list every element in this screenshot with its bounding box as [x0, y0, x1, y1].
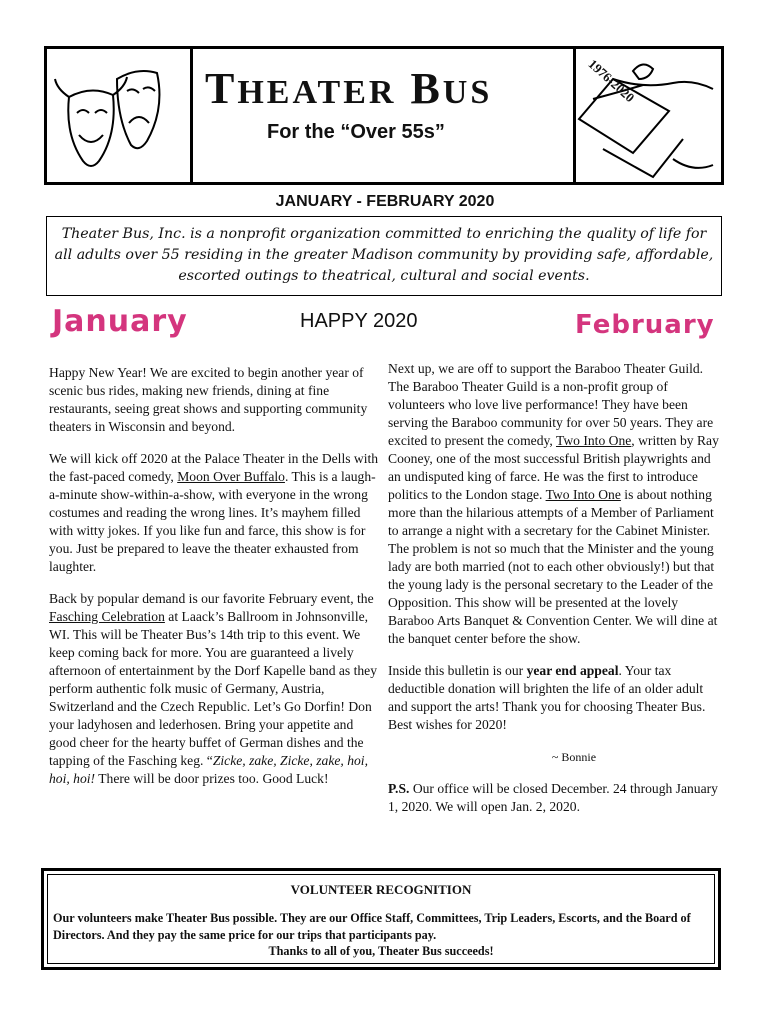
signature: ~ Bonnie	[551, 750, 597, 764]
masthead-right-panel	[573, 49, 721, 182]
volunteer-body: Our volunteers make Theater Bus possible. They are our Office Staff, Committees, Trip Leaders, Escorts, and the Board of Directors. And they pay the same price for our trips that participants pay.	[53, 911, 691, 942]
show-title: Two Into One	[545, 487, 621, 502]
baraboo-paragraph: Next up, we are off to support the Baraboo Theater Guild. The Baraboo Theater Guild is a non-profit group of volunteers who love live performance! They have been serving the Baraboo community for over 50 years. They are excited to present the comedy, Two Into One, written by Ray Cooney, one of the most successful British playwrights and an undisputed king of farce. He was the first to introduce politics to the London stage. Two Into One is about nothing more than the hilarious attempts of a Member of Parliament to arrange a night with a secretary for the Cabinet Minister. The problem is not so much that the Minister and the young lady are both married (not to each other obviously!) but that the young lady is the personal secretary to the Leader of the Opposition. This show will be presented at the lovely Baraboo Arts Banquet & Convention Center. We will dine at the banquet center before the show.	[388, 361, 719, 646]
right-column	[388, 360, 720, 830]
left-column	[49, 364, 383, 802]
fasching-paragraph: Back by popular demand is our favorite February event, the Fasching Celebration at Laack’s Ballroom in Johnsonville, WI. This will be Theater Bus’s 14th trip to this event. We keep coming back for more. You are guaranteed a lively afternoon of entertainment by the Dorf Kapelle band as they perform authentic folk music of Germany, Austria, Switzerland and the Czech Republic. Let’s Go Dorfin! Don your ladyhosen and lederhosen. Bring your appetite and good cheer for the hearty buffet of German dishes and the tapping of the Fasching keg. “Zicke, zake, Zicke, zake, hoi, hoi, hoi! There will be door prizes too. Good Luck!	[49, 591, 378, 786]
palace-theater-paragraph: We will kick off 2020 at the Palace Theater in the Dells with the fast-paced comedy, Moon Over Buffalo. This is a laugh-a-minute show-within-a-show, with everyone in the wrong costumes and reading the wrong lines. It’s mayhem filled with witty jokes. If you like fun and farce, this show is for you. Just be prepared to leave the theater exhausted from laughter.	[49, 451, 379, 574]
issue-dates: JANUARY - FEBRUARY 2020	[275, 193, 495, 210]
february-banner: February	[575, 310, 715, 340]
show-title: Moon Over Buffalo	[177, 469, 285, 484]
intro-paragraph: Happy New Year! We are excited to begin another year of scenic bus rides, making new friends, dining at fine restaurants, seeing great shows and supporting community theaters in Wisconsin and beyond.	[49, 365, 368, 434]
years-ticket: 1976-2020	[585, 56, 638, 106]
theater-masks-icon	[47, 49, 193, 182]
volunteer-recognition-box	[41, 868, 721, 970]
newsletter-subtitle: For the “Over 55s”	[267, 121, 445, 143]
mission-statement: Theater Bus, Inc. is a nonprofit organization committed to enriching the quality of life for all adults over 55 residing in the greater Madison community by providing safe, affordable, escorted outings to theatrical, cultural and social events.	[46, 216, 722, 296]
masthead	[44, 46, 724, 185]
show-title: Two Into One	[555, 433, 632, 448]
appeal-paragraph: Inside this bulletin is our year end appeal. Your tax deductible donation will brighten the life of an older adult and support the arts! Thank you for choosing Theater Bus. Best wishes for 2020!	[388, 663, 706, 732]
event-title: Fasching Celebration	[49, 609, 165, 624]
postscript: P.S. Our office will be closed December. 24 through January 1, 2020. We will open Jan. 2, 2020.	[388, 781, 718, 814]
happy-new-year-heading: HAPPY 2020	[300, 310, 418, 332]
newsletter-title: THEATER BUS	[205, 64, 493, 113]
volunteer-title: VOLUNTEER RECOGNITION	[290, 882, 472, 897]
january-banner: January	[52, 304, 188, 339]
volunteer-thanks: Thanks to all of you, Theater Bus succeeds!	[268, 944, 494, 958]
masthead-divider-left	[190, 49, 193, 182]
